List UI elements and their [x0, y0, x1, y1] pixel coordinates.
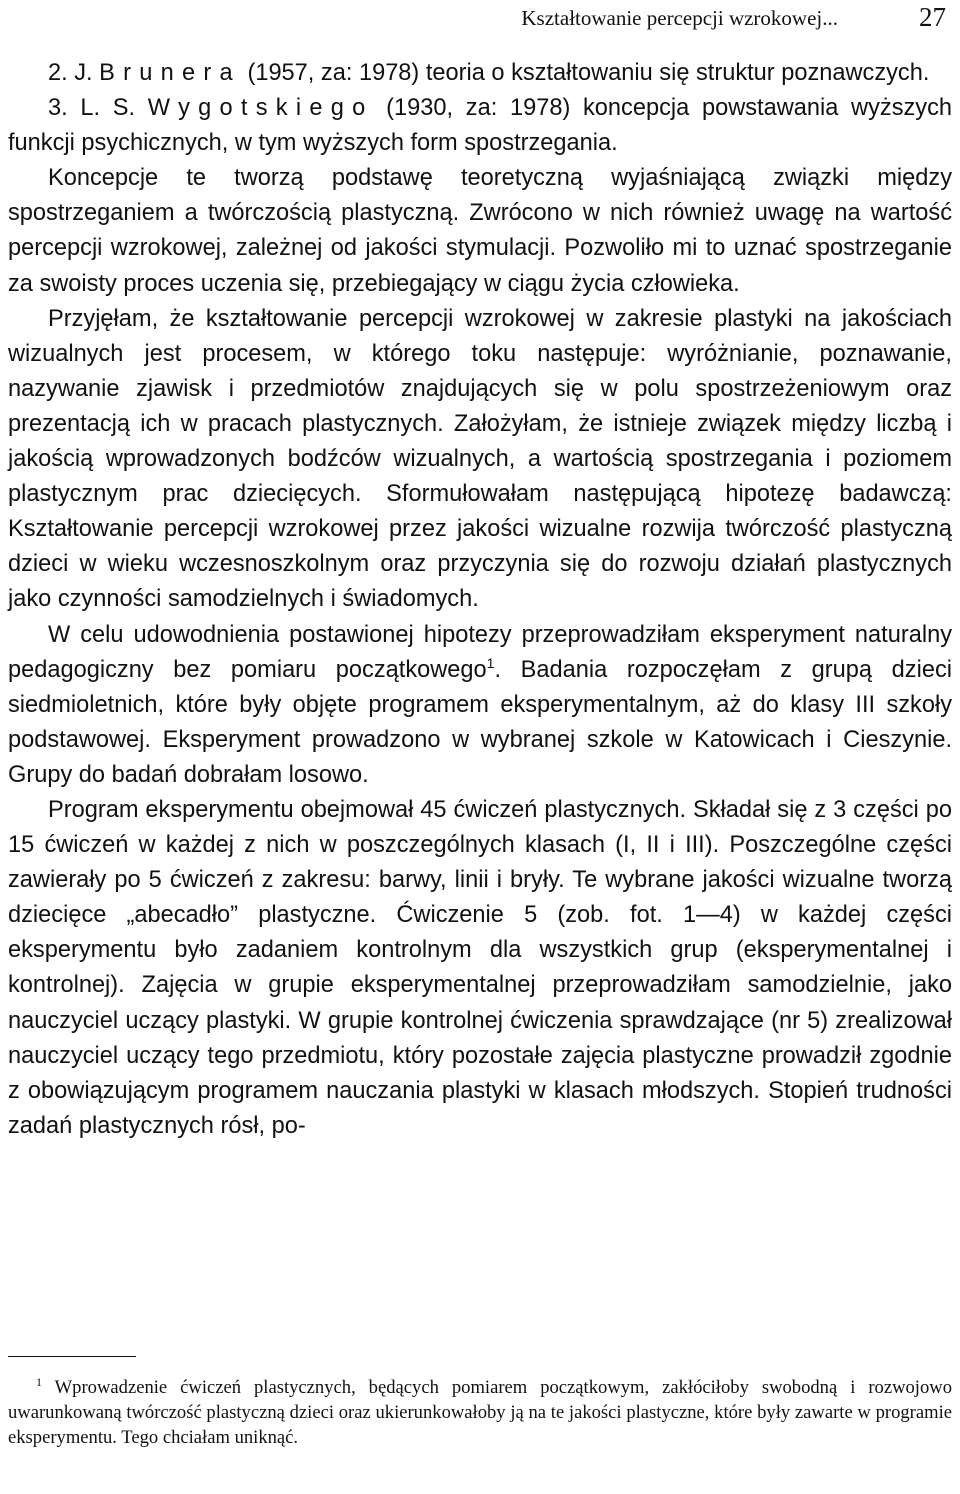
list-item-text: (1957, za: 1978) teoria o kształtowaniu się struktur poznawczych. — [240, 60, 930, 86]
paragraph-experiment — [8, 618, 952, 793]
page-header — [0, 0, 960, 40]
footnote-text: Wprowadzenie ćwiczeń plastycznych, będących pomiarem początkowym, zakłóciłoby swobodną i rozwojowo uwarunkowaną twórczość plastyczną dzieci oraz ukierunkowałoby ją na te jakości plastyczne, które były zawarte w programie eksperymentu. Tego chciałam uniknąć. — [8, 1377, 952, 1448]
paragraph-concepts: Koncepcje te tworzą podstawę teoretyczną wyjaśniającą związki między spostrzeganiem a twórczością plastyczną. Zwrócono w nich również uwagę na wartość percepcji wzrokowej, zależnej od jakości stymulacji. Pozwoliło mi to uznać spostrzeganie za swoisty proces uczenia się, przebiegający w ciągu życia człowieka. — [8, 165, 952, 297]
paragraph-experiment-text-cont: . Badania rozpoczęłam z grupą dzieci siedmioletnich, które były objęte programem eksperymentalnym, aż do klasy III szkoły podstawowej. Eksperyment prowadzono w wybranej szkole w Katowicach i Cieszynie. Grupy do badań dobrałam losowo. — [8, 656, 952, 788]
footnote-divider — [8, 1356, 136, 1357]
list-item-text: (1930, za: 1978) koncepcja powstawania wyższych funkcji psychicznych, w tym wyższych form spostrzegania. — [8, 95, 953, 157]
paragraph-experiment-text: W celu udowodnienia postawionej hipotezy przeprowadziłam eksperyment naturalny pedagogiczny bez pomiaru początkowego — [8, 621, 952, 683]
page-number: 27 — [919, 2, 946, 32]
author-name-bruner: Brunera — [99, 60, 241, 86]
paragraph-program: Program eksperymentu obejmował 45 ćwiczeń plastycznych. Składał się z 3 części po 15 ćwiczeń w każdej z nich w poszczególnych klasach (I, II i III). Poszczególne części zawierały po 5 ćwiczeń z zakresu: barwy, linii i bryły. Te wybrane jakości wizualne tworzą dziecięce „abecadło” plastyczne. Ćwiczenie 5 (zob. fot. 1—4) w każdej części eksperymentu było zadaniem kontrolnym dla wszystkich grup (eksperymentalnej i kontrolnej). Zajęcia w grupie eksperymentalnej przeprowadziłam samodzielnie, jako nauczyciel uczący plastyki. W grupie kontrolnej ćwiczenia sprawdzające (nr 5) zrealizował nauczyciel uczący tego przedmiotu, który pozostałe zajęcia plastyczne prowadził zgodnie z obowiązującym programem nauczania plastyki w klasach młodszych. Stopień trudności zadań plastycznych rósł, po- — [8, 796, 952, 1139]
paragraph-hypothesis: Przyjęłam, że kształtowanie percepcji wzrokowej w zakresie plastyki na jakościach wizualnych jest procesem, w którego toku następuje: wyróżnianie, poznawanie, nazywanie zjawisk i przedmiotów znajdujących się w polu spostrzeżeniowym oraz prezentacją ich w pracach plastycznych. Założyłam, że istnieje związek między liczbą i jakością wprowadzonych bodźców wizualnych, a wartością spostrzegania i poziomem plastycznym prac dziecięcych. Sformułowałam następującą hipotezę badawczą: Kształtowanie percepcji wzrokowej przez jakości wizualne rozwija twórczość plastyczną dzieci w wieku wczesnoszkolnym oraz przyczynia się do rozwoju działań plastycznych jako czynności samodzielnych i świadomych. — [8, 305, 952, 613]
list-item-bruner — [8, 56, 952, 91]
footnote-paragraph — [8, 1375, 952, 1450]
footnote — [8, 1375, 952, 1450]
list-item-prefix: 3. L. S. — [48, 95, 148, 122]
footnote-reference[interactable]: 1 — [486, 654, 495, 671]
footnote-mark: 1 — [36, 1374, 42, 1389]
author-name-wygotski: Wygotskiego — [147, 95, 374, 122]
body-text — [8, 56, 952, 1144]
list-item-wygotski — [8, 91, 952, 161]
running-title: Kształtowanie percepcji wzrokowej... — [521, 6, 838, 30]
list-item-prefix: 2. J. — [48, 60, 100, 86]
